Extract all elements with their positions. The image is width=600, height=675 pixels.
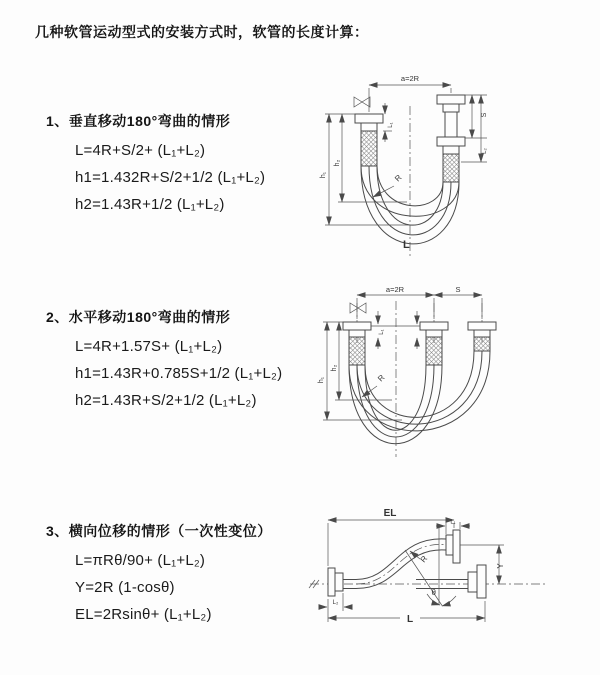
hose-u-curves (349, 351, 490, 444)
label-el: EL (383, 508, 397, 519)
label-h2: h₂ (334, 159, 341, 167)
dimension-l1 (371, 311, 420, 349)
original-pipe-flange (416, 565, 486, 598)
right-pipe-fitting (437, 95, 465, 182)
formula-line: h1=1.432R+S/2+1/2 (L₁+L₂) (75, 169, 266, 186)
formula-line: h1=1.43R+0.785S+1/2 (L₁+L₂) (75, 365, 283, 382)
label-a2r: a=2R (400, 74, 420, 83)
formula-line: L=πRθ/90+ (L₁+L₂) (75, 552, 206, 569)
label-l1: L₁ (450, 519, 456, 526)
formula-line: EL=2Rsinθ+ (L₁+L₂) (75, 606, 212, 623)
label-s: S (455, 285, 461, 294)
label-a2r: a=2R (385, 285, 405, 294)
dimension-el (328, 508, 454, 566)
diagram-horizontal-180-bend (310, 285, 550, 465)
label-length: L (406, 614, 414, 625)
valve-icon (350, 303, 366, 313)
label-h1: h₁ (318, 376, 325, 384)
section-1-formulas (75, 137, 265, 218)
formula-line: h2=1.43R+S/2+1/2 (L₁+L₂) (75, 392, 257, 409)
right-pipe-fitting (468, 322, 496, 351)
dimension-s (434, 285, 482, 319)
section-2-formulas (75, 333, 282, 414)
formula-line: h2=1.43R+1/2 (L₁+L₂) (75, 196, 225, 213)
dimension-l1 (383, 103, 394, 142)
label-l1: L₁ (379, 329, 385, 335)
dimension-l (328, 599, 485, 625)
middle-pipe-fitting (420, 322, 448, 365)
displaced-flange (446, 530, 460, 563)
label-theta: θ (431, 588, 436, 597)
label-radius: R (393, 172, 404, 184)
label-s: S (481, 112, 488, 118)
hose-s-curve (356, 539, 446, 589)
centerline (309, 580, 548, 588)
section-3-formulas (75, 547, 212, 628)
formula-line: Y=2R (1-cosθ) (75, 579, 175, 596)
label-h2: h₂ (331, 364, 338, 372)
dimension-a2r (357, 285, 434, 319)
formula-line: L=4R+S/2+ (L₁+L₂) (75, 142, 206, 159)
label-y: Y (496, 563, 505, 569)
left-pipe-fitting (343, 322, 371, 365)
dimension-s-l2 (461, 95, 488, 162)
section-1-heading: 1、垂直移动180°弯曲的情形 (46, 113, 231, 129)
diagram-lateral-displacement (298, 503, 560, 638)
left-flange (328, 568, 356, 596)
label-l2: L₂ (482, 148, 488, 154)
label-l1: L₁ (388, 122, 394, 128)
left-pipe-fitting (355, 114, 383, 166)
page-title: 几种软管运动型式的安装方式时，软管的长度计算： (35, 24, 369, 40)
label-l2: L₂ (332, 600, 339, 606)
section-3-heading: 3、横向位移的情形（一次性变位） (46, 523, 272, 539)
label-radius: R (376, 372, 387, 384)
diagram-vertical-180-bend (299, 70, 531, 262)
label-radius: R (418, 554, 430, 565)
label-length: L (403, 239, 410, 251)
formula-line: L=4R+1.57S+ (L₁+L₂) (75, 338, 223, 355)
label-h1: h₁ (320, 171, 327, 179)
section-2-heading: 2、水平移动180°弯曲的情形 (46, 309, 231, 325)
valve-icon (354, 97, 370, 107)
